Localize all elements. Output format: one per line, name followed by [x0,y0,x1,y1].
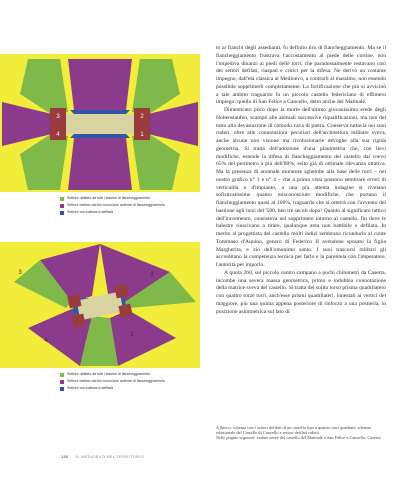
castle-sector-diagram-cancello [0,242,200,368]
legend-item [60,372,190,377]
caption-line [216,425,386,435]
caption-line [216,435,386,440]
legend-swatch-cross-fire [60,211,64,215]
legend-label: Settore con battuta a defilata [67,210,113,214]
legend-item [60,379,190,384]
legend-swatch-flanking [60,380,64,384]
legend-item [60,386,190,391]
legend-label: Settore defilato da tutti i sistemi di fiancheggiamento [67,196,151,200]
flanking-sector-bottom [68,138,132,190]
body-text-column [216,45,386,316]
legend-label: Settore battuto dal tiro incrociato radente di fiancheggiamento [67,379,166,383]
castle-courtyard [62,114,138,134]
page-number: 186 [61,454,69,459]
legend-item [60,196,190,201]
tower-label: 2 [150,272,154,278]
legend-label: Settore con battuta a defilata [67,386,113,390]
legend-swatch-cross-fire [60,387,64,391]
flanking-sector-top [68,59,132,110]
castle-sector-diagram-standard [0,54,200,192]
tower-label: 4 [56,132,60,138]
running-title: IL MEDIOEVO NEL TERRITORIO [76,454,145,459]
caption-text: vedute aeree del castello del Matinale a San Felice a Cancello, Caserta. [256,435,382,441]
tower-label: 3 [56,114,60,120]
tower-label: 1 [140,132,144,138]
caption-label: A fianco, [216,425,232,430]
body-paragraph: A quota 260, sul piccolo centro campano a pochi chilometri da Caserta, incombe una severa massa geometrica, primo e indubbia connotazione della matrice sveva del castello. Si tratta del solito torso prisma quadrilatero con quattro torze torri, anch'esse prismi quadrilateri, innestati ai vertici del maggiore, più una quinta appena posteriore di rinforzo a una postierla, in posizione asimmetrica sul lato di [216,269,386,315]
tower-lower-right [118,304,132,318]
page-folio [61,454,144,459]
legend-swatch-flanking [60,204,64,208]
legend-label: Settore battuto dal tiro incrociato radente di fiancheggiamento [67,203,166,207]
body-paragraph: to ai fianchi degli assedianti, fu definito tiro di fiancheggiamento. Ma se il fiancheggiamento frustrava l'accostamento al piede delle cortine, non l'impediva dinanzi ai piedi delle torri, che paradossalmente restavano così dei settori defilati, riaspati e critici per la difesa. Ne derivò un costante impegno, dall'età classica al Medioevo, a contrarli al massimo, non essendo possibile sopprimerli completamente. La fortificazione che più si avvicinò a tale ambito traguardo fu un piccolo castello federiciano di effimero impiego: quello di San Felice a Cancello, detto anche del Matinale. [216,45,386,106]
tower-upper-left [67,294,81,308]
diagram-legend-standard [60,196,190,217]
caption-label: Nelle pagine seguenti: [216,435,256,441]
legend-label: Settore defilato da tutti i sistemi di fiancheggiamento [67,372,151,376]
tower-label: 1 [130,332,134,338]
diagram-legend-cancello [60,372,190,393]
tower-upper-right [114,284,128,298]
legend-swatch-defiladed [60,197,64,201]
tower-label: 3 [18,270,22,276]
tower-lower-left [71,314,85,328]
tower-label: 4 [44,338,48,344]
figure-caption [216,425,386,441]
legend-item [60,203,190,208]
tower-label: 2 [140,114,144,120]
legend-swatch-defiladed [60,373,64,377]
body-paragraph: Dimenticato poco dopo la morte dell'ultimo giovanissimo erede degli Hohenstaufen, scampò alle abituali successive riqualificazioni, ma non del tutto alla devastazione di comodo cava di pietra. Conserva tuttavia nei suoi ruderi, oltre alle connotazioni peculiari dell'architettura militare sveva, anche alcune non visione ma rivoluzionarie devoghe alla sua rigida geometria. Si tratta dell'adozione d'una planimetria che, con lievi modifiche, estende la difesa di fiancheggiamento del castello dal coevo 65% del perimetro a più dell'80%, esito già di ottimale rilevanza ottativa. Ma la presenza di anomale murature sghembe alla base delle torri – nel nostro grafico n° 1 e n° 4 – che a prima vista possono sembrare errori di verticalità o d'impianto, a una più attenta indagine si rivelano sofisticatissime quanto misconosciute modifiche, che portano il fiancheggiamento quasi al 100%, traguardo che si otterrà con l'avvento del bastione agli inizi del '500, ben tre secoli dopo! Quanto al significato tattico dell'incremento, consisteva nel sopprimere intorno al castello, fin dove le balestre riuscivano a tirare, qualunque area non battibile o defilata. In merito al progettista del castello molti indizi sembrano ricondurlo al conte Tommaso d'Aquino, genero di Federico II avendone sposato la figlia Margherita, e zio dell'omonimo santo. I suoi trascorsi militari gli accreditano la competenza tecnica per farlo e la parentela con l'imperatore, l'autorità per imporlo. [216,107,386,268]
legend-item [60,210,190,215]
caption-text: schema con i settori defilati di un castello tipo a quattro torri quadrate; schema relazionale del Castello di Cancello a settori defilati ridotti. [216,425,371,436]
